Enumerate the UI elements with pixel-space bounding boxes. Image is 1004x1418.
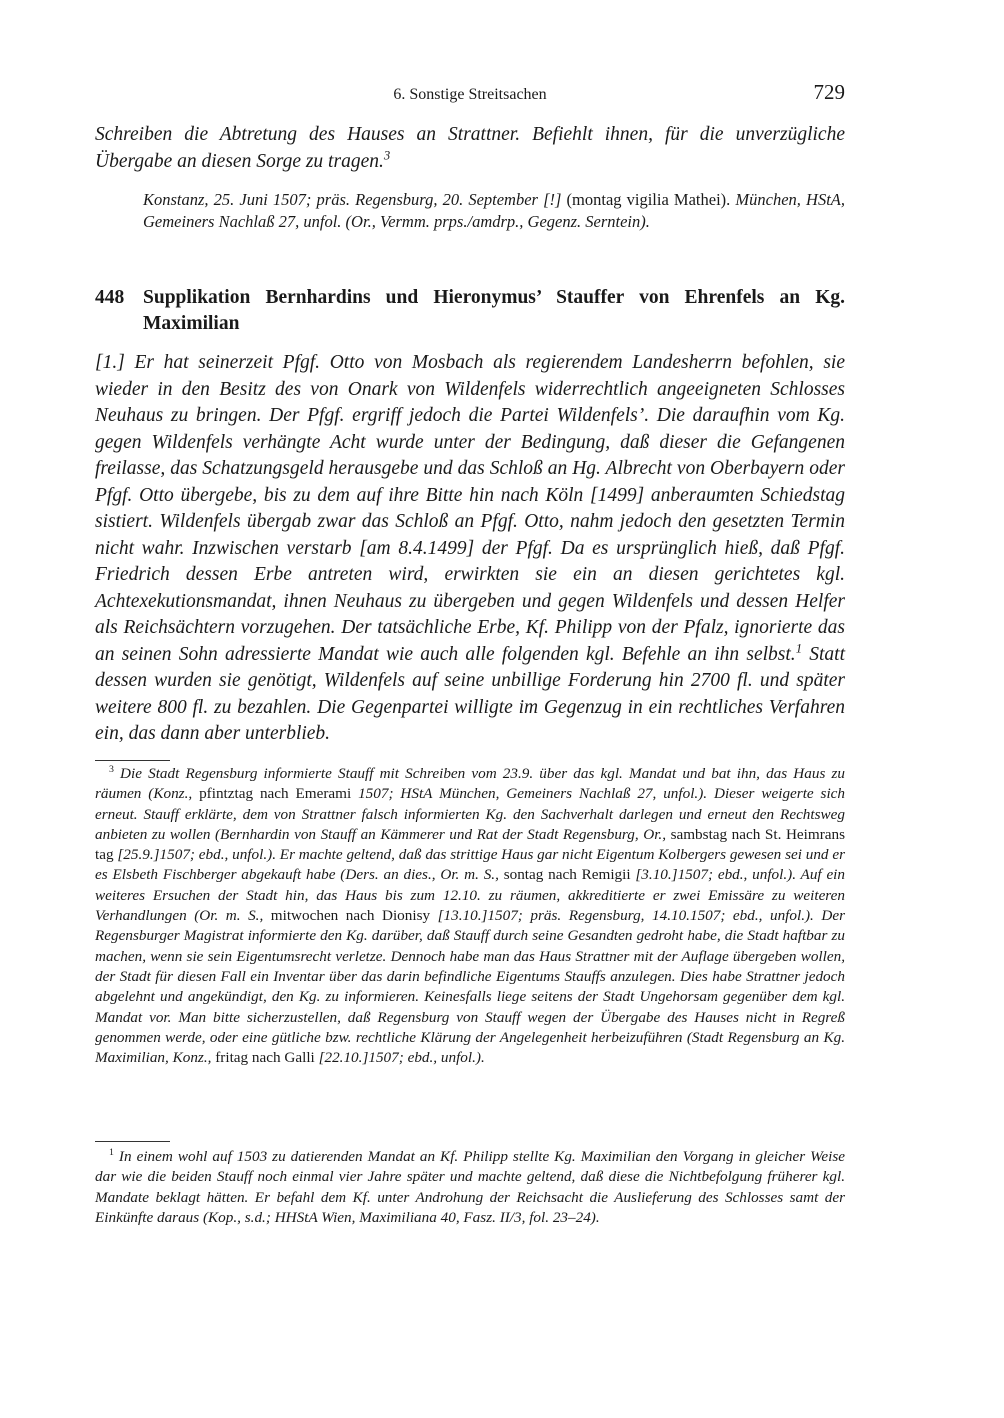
citation-date: Konstanz, 25. Juni 1507; präs. Regensburg, 20. September [!] xyxy=(143,190,562,209)
page-number: 729 xyxy=(813,80,845,104)
footnote-text: sambstag nach St. Heimrans tag xyxy=(95,825,845,864)
footnote-ref: 1 xyxy=(795,641,803,655)
body-text-cont: Statt dessen wurden sie genötigt, Wildenfels auf seine unbillige Forderung hin 2700 fl. und später weitere 800 fl. zu bezahlen. Die Gegenpartei willigte im Gegenzug in ein rechtliches Verfahren ein, das dann aber unterblieb. xyxy=(95,643,845,744)
body-text: [1.] Er hat seinerzeit Pfgf. Otto von Mosbach als regierendem Landesherrn befohlen, sie wieder in den Besitz des von Onark von Wildenfels widerrechtlich angeeigneten Schlosses Neuhaus zu bringen. Der Pfgf. ergriff jedoch die Partei Wildenfels’. Die daraufhin vom Kg. gegen Wildenfels verhängte Acht wurde unter der Bedingung, daß dieser die Gefangenen freilasse, das Schatzungsgeld herausgebe und das Schloß an Hg. Albrecht von Oberbayern oder Pfgf. Otto übergebe, bis zu dem auf ihre Bitte hin nach Köln [1499] anberaumten Schiedstag sistiert. Wildenfels übergab zwar das Schloß an Pfgf. Otto, nahm jedoch den gesetzten Termin nicht wahr. Inzwischen verstarb [am 8.4.1499] der Pfgf. Da es ursprünglich hieß, daß Pfgf. Friedrich dessen Erbe antreten wird, erwirkten sie ein an diesen gerichtetes kgl. Achtexekutionsmandat, ihnen Neuhaus zu übergeben und gegen Wildenfels und dessen Helfer als Reichsächtern vorzugehen. Der tatsächliche Erbe, Kf. Philipp von der Pfalz, ignorierte das an seinen Sohn adressierte Mandat wie auch alle folgenden kgl. Befehle an ihn selbst. xyxy=(95,352,845,665)
document-heading xyxy=(95,285,845,337)
footnote-text: sontag nach Remigii xyxy=(498,866,636,884)
footnote-1 xyxy=(95,1147,845,1228)
footnote-text: Die Stadt Regensburg informierte Stauff mit Schreiben vom 23.9. über das kgl. Mandat und bat ihn, das Haus zu räumen (Konz., xyxy=(95,765,845,803)
footnote-divider xyxy=(95,760,170,761)
footnote-text: fritag nach Galli xyxy=(211,1049,319,1067)
footnote-text: [13.10.]1507; präs. Regensburg, 14.10.1507; ebd., unfol.). Der Regensburger Magistrat informierte den Kg. darüber, daß Stauff durch seine Gesandten gedroht habe, die Stadt haftbar zu machen, wenn sie sein Eigentumsrecht verletze. Dennoch habe man das Haus Strattner mit der Auflage übergeben wollen, der Stadt für diesen Fall ein Inventar über das darin befindliche Eigentums Stauffs anzulegen. Dies habe Strattner jedoch abgelehnt und angekündigt, den Kg. zu informieren. Keinesfalls liege seitens der Stadt Ungehorsam gegenüber dem kgl. Mandat vor. Man bitte sicherzustellen, daß Regensburg von Stauff wegen der Übergabe des Hauses nicht in Regreß genommen werde, oder eine gütliche bzw. rechtliche Klärung der Angelegenheit herbeizuführen (Stadt Regensburg an Kg. Maximilian, Konz., xyxy=(95,907,845,1067)
citation-archive: München, HStA, Gemeiners Nachlaß 27, unfol. (Or., Vermm. prps./amdrp., Gegenz. Serntein). xyxy=(143,190,845,231)
footnote-ref: 3 xyxy=(383,148,391,162)
footnote-text: [22.10.]1507; ebd., unfol.). xyxy=(318,1049,485,1067)
footnote-mark: 3 xyxy=(109,763,114,775)
footnote-3 xyxy=(95,764,845,1068)
footnote-text: [3.10.]1507; ebd., unfol.). Auf ein weiteres Ersuchen der Stadt hin, das Haus bis zum 12.10. zu räumen, akkreditierte er zwei Emissäre zu weiteren Verhandlungen (Or. m. S., xyxy=(95,866,845,925)
regest-text: Schreiben die Abtretung des Hauses an Strattner. Befiehlt ihnen, für die unverzügliche Übergabe an diesen Sorge zu tragen. xyxy=(95,124,845,172)
footnote-text: pfintztag nach Emerami xyxy=(192,785,359,803)
document-title: Supplikation Bernhardins und Hieronymus’ Stauffer von Ehrenfels an Kg. Maximilian xyxy=(143,287,845,334)
running-title: 6. Sonstige Streitsachen xyxy=(393,86,547,103)
source-citation xyxy=(143,189,845,233)
footnote-divider xyxy=(95,1141,170,1142)
footnote-mark: 1 xyxy=(109,1146,114,1158)
footnote-text: [25.9.]1507; ebd., unfol.). Er machte geltend, daß das strittige Haus gar nicht Eigentum Kolbergers gewesen sei und er es Elsbeth Fischberger abgekauft habe (Ders. an dies., Or. m. S., xyxy=(95,846,845,884)
footnote-text: mitwochen nach Dionisy xyxy=(263,907,438,925)
footnote-text: 1507; HStA München, Gemeiners Nachlaß 27, unfol.). Dieser weigerte sich erneut. Stauff erklärte, dem von Strattner falsch informierten Kg. den Sachverhalt darlegen und erneut den Rechtsweg anbieten zu wollen (Bernhardin von Stauff an Kämmerer und Rat der Stadt Regensburg, Or., xyxy=(95,785,846,843)
document-body xyxy=(95,350,845,748)
footnote-text: In einem wohl auf 1503 zu datierenden Mandat an Kf. Philipp stellte Kg. Maximilian den Vorgang in gleicher Weise dar wie die beiden Stauff noch einmal vier Jahre später und machte geltend, daß diese die Nichtbefolgung früherer kgl. Mandate beklagt hätten. Er befahl dem Kf. unter Androhung der Reichsacht die Auslieferung des Schlosses samt der Einkünfte daraus (Kop., s.d.; HHStA Wien, Maximiliana 40, Fasz. II/3, fol. 23–24). xyxy=(95,1148,845,1226)
document-number: 448 xyxy=(95,287,125,308)
citation-original-date: (montag vigilia Mathei). xyxy=(561,190,731,209)
running-header xyxy=(95,80,845,108)
regest-continuation xyxy=(95,122,845,175)
